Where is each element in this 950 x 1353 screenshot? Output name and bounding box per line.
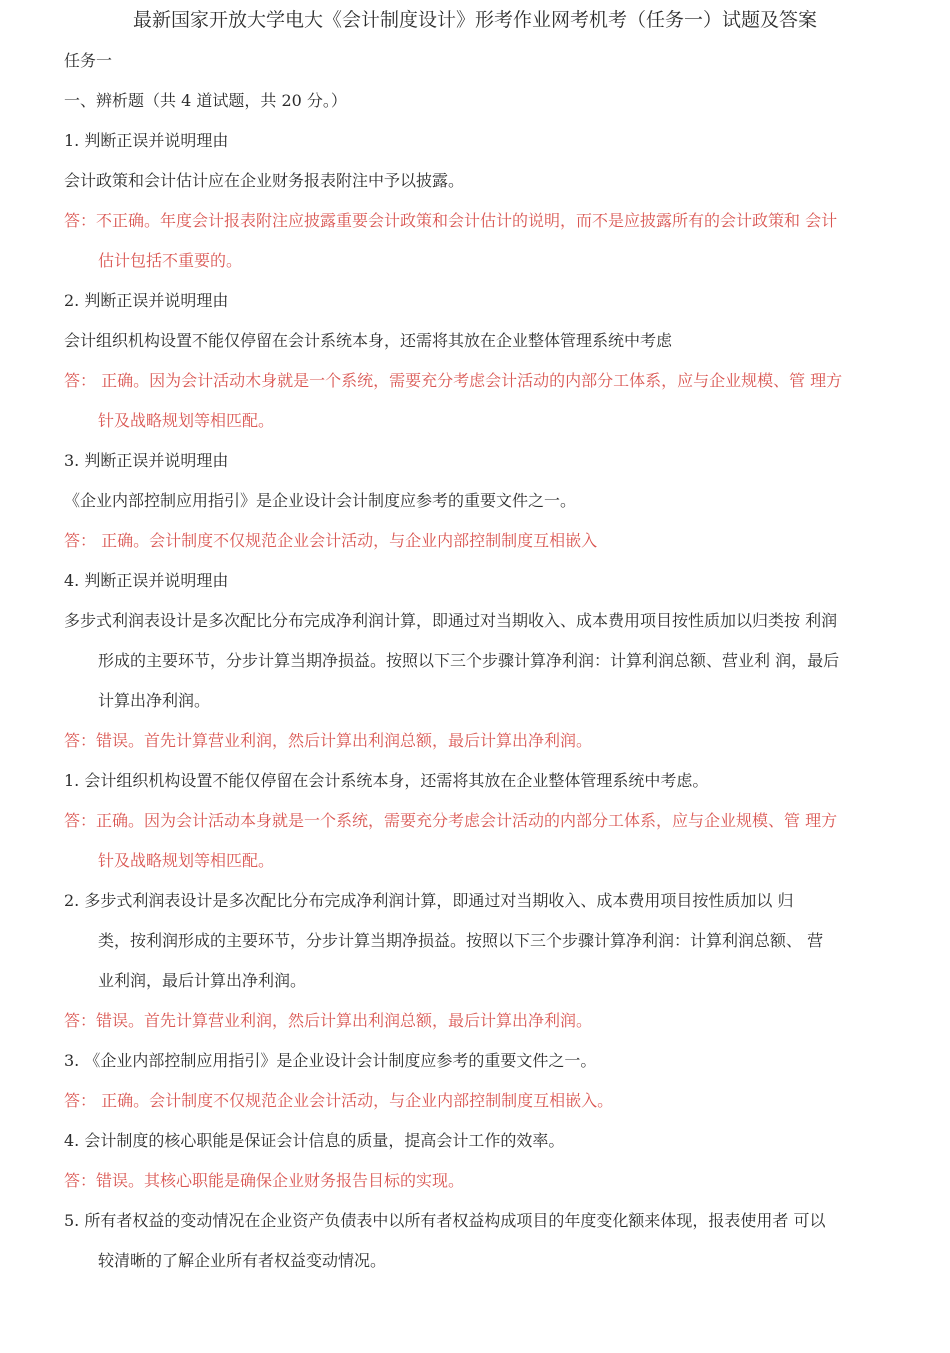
section-heading: 一、辨析题（共 4 道试题，共 20 分。）	[64, 91, 347, 110]
item-4-statement: 4. 会计制度的核心职能是保证会计信息的质量，提高会计工作的效率。	[64, 1131, 565, 1150]
question-3-heading: 3. 判断正误并说明理由	[64, 451, 229, 470]
answer-2: 答： 正确。因为会计活动木身就是一个系统，需要充分考虑会计活动的内部分工体系，应与企业规模、管 理方	[64, 371, 843, 390]
answer-2-continued: 针及战略规划等相匹配。	[98, 411, 275, 430]
question-3-statement: 《企业内部控制应用指引》是企业设计会计制度应参考的重要文件之一。	[64, 491, 577, 510]
item-1-statement: 1. 会计组织机构设置不能仅停留在会计系统本身，还需将其放在企业整体管理系统中考虑。	[64, 771, 709, 790]
item-2-statement-continued: 类，按利润形成的主要环节，分步计算当期净损益。按照以下三个步骤计算净利润：计算利润总额、 营	[98, 931, 824, 950]
item-1-answer-continued: 针及战略规划等相匹配。	[98, 851, 275, 870]
question-2-statement: 会计组织机构设置不能仅停留在会计系统本身，还需将其放在企业整体管理系统中考虑	[64, 331, 673, 350]
item-2-statement-end: 业利润，最后计算出净利润。	[98, 971, 307, 990]
item-3-answer: 答： 正确。会计制度不仅规范企业会计活动，与企业内部控制制度互相嵌入。	[64, 1091, 614, 1110]
question-2-heading: 2. 判断正误并说明理由	[64, 291, 229, 310]
answer-3: 答： 正确。会计制度不仅规范企业会计活动，与企业内部控制制度互相嵌入	[64, 531, 598, 550]
item-1-answer: 答：正确。因为会计活动本身就是一个系统，需要充分考虑会计活动的内部分工体系，应与企业规模、管 理方	[64, 811, 838, 830]
task-heading: 任务一	[64, 51, 113, 70]
question-1-statement: 会计政策和会计估计应在企业财务报表附注中予以披露。	[64, 171, 465, 190]
document-title: 最新国家开放大学电大《会计制度设计》形考作业网考机考（任务一）试题及答案	[132, 9, 817, 31]
item-2-statement: 2. 多步式利润表设计是多次配比分布完成净利润计算，即通过对当期收入、成本费用项目按性质加以 归	[64, 891, 794, 910]
question-4-statement-end: 计算出净利润。	[98, 691, 211, 710]
answer-1-continued: 估计包括不重要的。	[98, 251, 243, 270]
question-4-statement: 多步式利润表设计是多次配比分布完成净利润计算，即通过对当期收入、成本费用项目按性质加以归类按 利润	[64, 611, 838, 630]
question-4-statement-continued: 形成的主要环节，分步计算当期净损益。按照以下三个步骤计算净利润：计算利润总额、营业利 润，最后	[98, 651, 840, 670]
item-3-statement: 3. 《企业内部控制应用指引》是企业设计会计制度应参考的重要文件之一。	[64, 1051, 597, 1070]
item-4-answer: 答：错误。其核心职能是确保企业财务报告目标的实现。	[64, 1171, 465, 1190]
answer-4: 答：错误。首先计算营业利润，然后计算出利润总额，最后计算出净利润。	[64, 731, 593, 750]
question-1-heading: 1. 判断正误并说明理由	[64, 131, 229, 150]
item-5-statement: 5. 所有者权益的变动情况在企业资产负债表中以所有者权益构成项目的年度变化额来体现，报表使用者 可以	[64, 1211, 826, 1230]
answer-1: 答：不正确。年度会计报表附注应披露重要会计政策和会计估计的说明，而不是应披露所有的会计政策和 会计	[64, 211, 838, 230]
question-4-heading: 4. 判断正误并说明理由	[64, 571, 229, 590]
item-5-statement-continued: 较清晰的了解企业所有者权益变动情况。	[98, 1251, 387, 1270]
item-2-answer: 答：错误。首先计算营业利润，然后计算出利润总额，最后计算出净利润。	[64, 1011, 593, 1030]
